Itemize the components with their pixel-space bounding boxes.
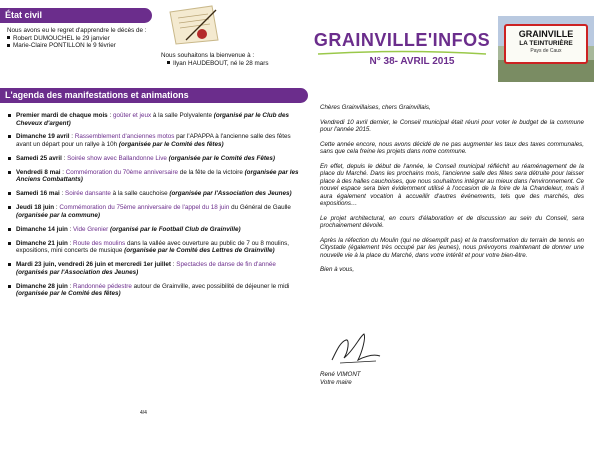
agenda-item <box>6 261 302 276</box>
agenda-item <box>6 112 302 127</box>
page-number: 4/4 <box>140 410 147 416</box>
agenda-separator: : <box>69 133 75 141</box>
naissance-item: Ilyan HAUDEBOUT, né le 28 mars <box>161 60 269 68</box>
bullet-icon <box>8 228 11 231</box>
town-sign <box>504 24 588 64</box>
agenda-separator: : <box>171 261 177 269</box>
agenda-date: Dimanche 19 avril <box>16 133 70 141</box>
bullet-icon <box>8 157 11 160</box>
agenda-separator: : <box>67 282 74 290</box>
agenda-details: à la salle cauchoise <box>110 190 170 198</box>
agenda-organizer: (organisés par l'Association des Jeunes) <box>16 268 139 276</box>
agenda-details: autour de Grainville, avec possibilité de déjeuner le midi <box>131 282 290 290</box>
agenda-date: Dimanche 21 juin <box>16 239 68 247</box>
agenda-event: Route des moulins <box>73 239 126 247</box>
agenda-event: goûter et jeux <box>112 112 152 119</box>
bullet-icon <box>8 206 11 209</box>
deces-item: Robert DUMOUCHEL le 29 janvier <box>7 35 146 43</box>
agenda-item <box>6 226 302 234</box>
issue-number: N° 38- AVRIL 2015 <box>369 56 455 67</box>
letter-greeting: Chères Grainvillaises, chers Grainvillais, <box>320 104 431 111</box>
mayor-signature <box>326 330 384 366</box>
agenda-separator: : <box>60 168 66 176</box>
agenda-details: dans la vallée avec ouverture au public de 7 ou 8 moulins, expositions, mini concerts de musique <box>16 239 290 255</box>
newsletter-title: GRAINVILLE'INFOS <box>313 30 491 50</box>
letter-paragraph: Le projet architectural, en cours d'élaboration et de discussion au sein du Conseil, sera prochainement dévoilé. <box>320 214 584 229</box>
bullet-icon <box>8 135 11 138</box>
etat-civil-title: État civil <box>5 10 43 20</box>
agenda-event: Commémoration du 70ème anniversaire <box>65 168 179 176</box>
sign-line-2: LA TEINTURIÈRE <box>519 40 573 47</box>
agenda-separator: : <box>67 225 74 233</box>
agenda-organizer: (organisée par le Comité des fêtes) <box>16 290 121 298</box>
agenda-organizer: (organisé par le Club des Cheveux d'argent) <box>16 112 290 127</box>
naissance-block <box>161 52 269 67</box>
agenda-details: du Général de Gaulle <box>229 204 291 212</box>
etat-civil-header <box>0 8 152 23</box>
agenda-event: Soirée dansante <box>65 190 111 198</box>
agenda-organizer: (organisé par le Football Club de Grainville) <box>110 225 241 233</box>
agenda-header <box>0 88 308 103</box>
agenda-details: par l'APAPPA à l'ancienne salle des fêtes avant un départ pour un rallye à 10h <box>16 133 291 149</box>
agenda-organizer: (organisée par le Comité des fêtes) <box>118 141 224 149</box>
agenda-event: Soirée show avec Ballandonne Live <box>67 154 167 162</box>
agenda-item <box>6 283 302 298</box>
signer-name: René VIMONT <box>320 371 361 378</box>
agenda-separator: : <box>67 239 74 247</box>
agenda-event: Rassemblement d'anciennes motos <box>74 133 175 141</box>
deces-block <box>7 27 146 50</box>
agenda-title: L'agenda des manifestations et animations <box>5 90 189 100</box>
agenda-item <box>6 155 302 163</box>
agenda-separator: : <box>59 190 66 198</box>
letter-paragraph: Cette année encore, nous avons décidé de ne pas augmenter les taux des taxes communales, sans que cela freine les projets dans notre commune. <box>320 140 584 155</box>
town-sign-photo <box>498 16 594 82</box>
agenda-details: à la salle Polyvalente <box>151 112 214 119</box>
agenda-date: Premier mardi de chaque mois <box>16 112 108 119</box>
agenda-date: Vendredi 8 mai <box>16 168 61 176</box>
agenda-event: Vide Grenier <box>73 225 109 233</box>
parchment-illustration <box>166 4 222 46</box>
agenda-date: Samedi 16 mai <box>16 190 60 198</box>
agenda-organizer: (organisée par le Comité des Lettres de Grainville) <box>124 247 275 255</box>
bullet-icon <box>8 171 11 174</box>
agenda-item <box>6 190 302 198</box>
deces-intro: Nous avons eu le regret d'apprendre le décès de : <box>7 27 147 34</box>
agenda-item <box>6 204 302 219</box>
agenda-date: Samedi 25 avril <box>16 154 62 162</box>
agenda-date: Dimanche 28 juin <box>16 282 68 290</box>
agenda-date: Jeudi 18 juin <box>16 204 55 212</box>
agenda-separator: : <box>61 154 68 162</box>
agenda-list <box>6 112 302 304</box>
signer-title: Votre maire <box>320 378 352 386</box>
sign-line-1: GRAINVILLE <box>518 29 574 39</box>
bullet-icon <box>8 263 11 266</box>
letter-paragraph: Vendredi 10 avril dernier, le Conseil municipal était réuni pour voter le budget de la commune pour l'année 2015. <box>320 118 584 133</box>
agenda-details: de la fête de la victoire <box>178 168 245 176</box>
agenda-date: Dimanche 14 juin <box>16 225 68 233</box>
agenda-date: Mardi 23 juin, vendredi 26 juin et mercredi 1er juillet <box>16 261 172 269</box>
mayor-letter <box>320 104 584 281</box>
agenda-item <box>6 240 302 255</box>
agenda-organizer: (organisée par le Comité des Fêtes) <box>168 154 276 162</box>
letter-paragraph: Après la réfection du Moulin (qui ne désemplit pas) et la transformation du terrain de tennis en Citystade (également très occupé par les jeunes), nous prévoyons maintenant de donner une nouvelle vie à la place du Marché, dans votre intérêt et pour votre bien-être. <box>320 236 584 259</box>
bullet-icon <box>8 242 11 245</box>
bullet-icon <box>8 192 11 195</box>
deces-item: Marie-Claire PONTILLON le 9 février <box>7 42 146 50</box>
agenda-separator: : <box>107 112 113 119</box>
bullet-icon <box>8 285 11 288</box>
sign-line-3: Pays de Caux <box>530 48 562 54</box>
letter-paragraph: En effet, depuis le début de l'année, le Conseil municipal réfléchit au réaménagement de la place du Marché. Dans les prochains mois, l'ancienne salle des fêtes sera détruite pour laisser place à des halles cauchoises, que nous souhaitons intégrer au mieux dans l'environnement. Ce nouvel espace sera bien évidemment utilisé à l'occasion de la foire de la Chandeleur, mais il aura également vocation à accueillir d'autres événements, tels que des marchés, des expositions… <box>320 162 584 207</box>
agenda-organizer: (organisée par l'Association des Jeunes) <box>169 190 292 198</box>
agenda-separator: : <box>54 204 60 212</box>
agenda-event: Commémoration du 75ème anniversaire de l'appel du 18 juin <box>59 204 230 212</box>
agenda-organizer: (organisée par les Anciens Combattants) <box>16 168 299 184</box>
letter-closing: Bien à vous, <box>320 266 355 273</box>
agenda-organizer: (organisée par la commune) <box>16 211 100 219</box>
agenda-event: Randonnée pédestre <box>73 282 132 290</box>
agenda-item <box>6 169 302 184</box>
agenda-item <box>6 133 302 148</box>
agenda-event: Spectacles de danse de fin d'année <box>176 261 276 269</box>
signer-block <box>320 371 361 386</box>
naissance-intro: Nous souhaitons la bienvenue à : <box>161 52 255 59</box>
bullet-icon <box>8 114 11 117</box>
